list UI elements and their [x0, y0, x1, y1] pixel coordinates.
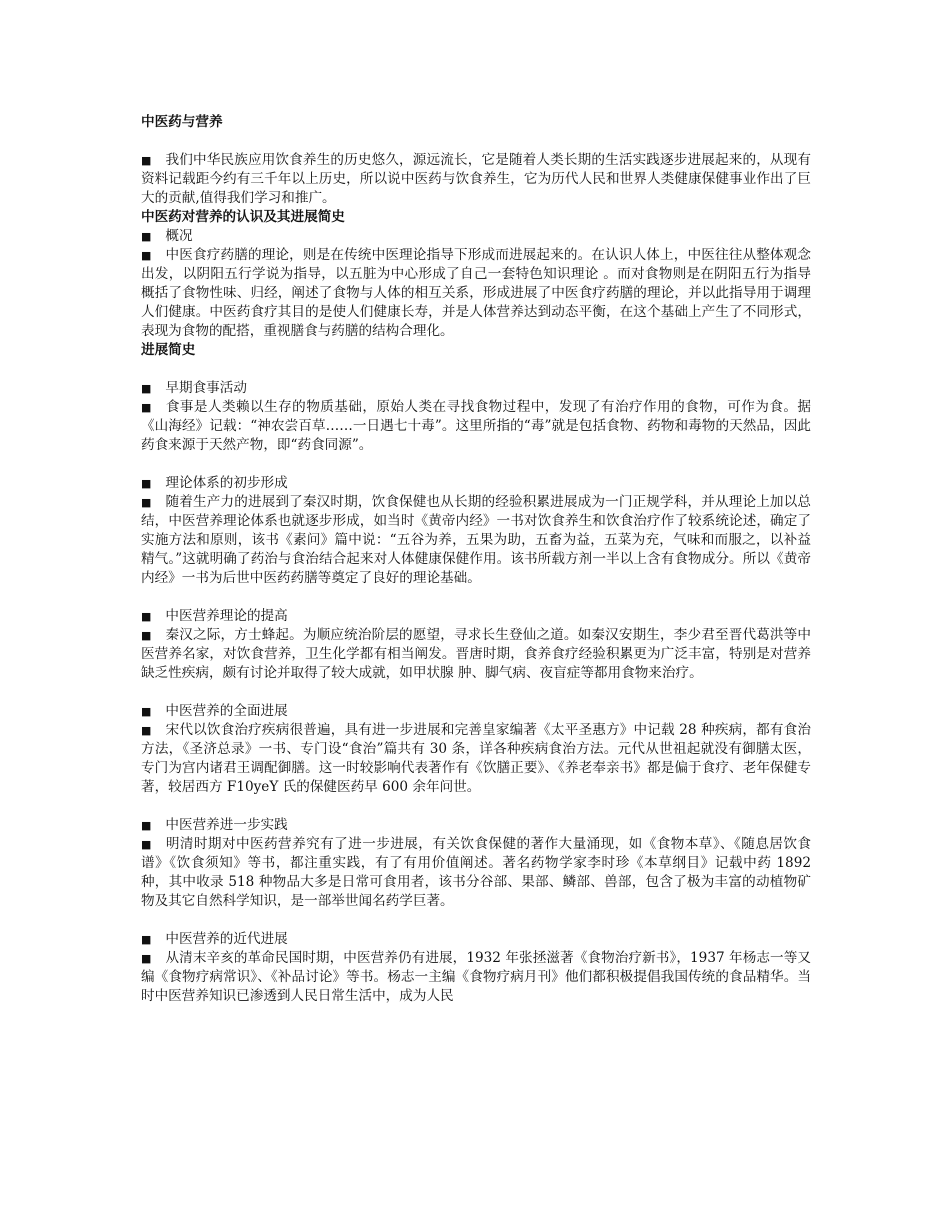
section-paragraph: ■ 明清时期对中医药营养究有了进一步进展，有关饮食保健的著作大量涌现，如《食物本草》、《随息居饮食谱》《饮食须知》等书，都注重实践，有了有用价值阐述。著名药物学家李时珍《本草纲目》记载中药 1892 种，其中收录 518 种物品大多是日常可食用者，该书分谷部、果部、鳞部、兽部，包含了极为丰富的动植物矿物及其它自然科学知识，是一部举世闻名药学巨著。	[141, 836, 811, 909]
section-paragraph: ■ 食事是人类赖以生存的物质基础，原始人类在寻找食物过程中，发现了有治疗作用的食物，可作为食。据《山海经》记载：“神农尝百草……一日遇七十毒”。这里所指的“毒”就是包括食物、药物和毒物的天然品，因此药食来源于天然产物，即“药食同源”。	[141, 399, 811, 453]
square-bullet-icon: ■	[141, 819, 152, 832]
document-body	[141, 113, 811, 1006]
section-label: ■ 理论体系的初步形成	[141, 475, 288, 491]
section-label: ■ 中医营养的全面进展	[141, 703, 288, 719]
square-bullet-icon: ■	[141, 230, 152, 243]
section-paragraph: ■ 从清末辛亥的革命民国时期，中医营养仍有进展，1932 年张拯滋著《食物治疗新书》，1937 年杨志一等又编《食物疗病常识》、《补品讨论》等书。杨志一主编《食物疗病月刊》他们都积极提倡我国传统的食品精华。当时中医营养知识已渗透到人民日常生活中，成为人民	[141, 950, 811, 1004]
section-heading-history: 中医药对营养的认识及其进展简史	[141, 209, 345, 225]
square-bullet-icon: ■	[141, 838, 152, 851]
spacer	[141, 797, 811, 816]
square-bullet-icon: ■	[141, 154, 152, 167]
square-bullet-icon: ■	[141, 382, 152, 395]
section-paragraph: ■ 随着生产力的进展到了秦汉时期，饮食保健也从长期的经验积累进展成为一门正规学科，并从理论上加以总结，中医营养理论体系也就逐步形成，如当时《黄帝内经》一书对饮食养生和饮食治疗作了较系统论述，确定了实施方法和原则，该书《素问》篇中说：“五谷为养，五果为助，五畜为益，五菜为充，气味和而服之，以补益精气。”这就明确了药治与食治结合起来对人体健康保健作用。该书所载方剂一半以上含有食物成分。所以《黄帝内经》一书为后世中医药药膳等奠定了良好的理论基础。	[141, 494, 811, 586]
square-bullet-icon: ■	[141, 724, 152, 737]
spacer	[141, 360, 811, 379]
square-bullet-icon: ■	[141, 477, 152, 490]
intro-paragraph: ■ 我们中华民族应用饮食养生的历史悠久，源远流长，它是随着人类长期的生活实践逐步进展起来的，从现有资料记载距今约有三千年以上历史，所以说中医药与饮食养生，它为历代人民和世界人类健康保健事业作出了巨大的贡献,值得我们学习和推广。	[141, 152, 811, 206]
document-title: 中医药与营养	[141, 114, 223, 130]
square-bullet-icon: ■	[141, 249, 152, 262]
spacer	[141, 683, 811, 702]
square-bullet-icon: ■	[141, 610, 152, 623]
square-bullet-icon: ■	[141, 629, 152, 642]
section-label: ■ 中医营养的近代进展	[141, 931, 288, 947]
section-paragraph: ■ 宋代以饮食治疗疾病很普遍，具有进一步进展和完善皇家编著《太平圣惠方》中记载 28 种疾病，都有食治方法，《圣济总录》一书、专门设“食治”篇共有 30 条，详各种疾病食治方法。元代从世祖起就没有御膳太医，专门为宫内诸君王调配御膳。这一时较影响代表著作有《饮膳正要》、《养老奉亲书》都是偏于食疗、老年保健专著，较居西方 F10yeY 氏的保健医药早 600 余年问世。	[141, 722, 811, 795]
spacer	[141, 132, 811, 151]
square-bullet-icon: ■	[141, 705, 152, 718]
square-bullet-icon: ■	[141, 933, 152, 946]
square-bullet-icon: ■	[141, 496, 152, 509]
spacer	[141, 911, 811, 930]
section-label: ■ 早期食事活动	[141, 380, 247, 396]
overview-paragraph: ■ 中医食疗药膳的理论，则是在传统中医理论指导下形成而进展起来的。在认识人体上，中医往往从整体观念出发，以阴阳五行学说为指导，以五脏为中心形成了自己一套特色知识理论 。而对食物则是在阴阳五行为指导概括了食物性味、归经，阐述了食物与人体的相互关系，形成进展了中医食疗药膳的理论，并以此指导用于调理人们健康。中医药食疗其目的是使人们健康长寿，并是人体营养达到动态平衡，在这个基础上产生了不同形式，表现为食物的配搭，重视膳食与药膳的结构合理化。	[141, 247, 811, 339]
section-heading-progress: 进展简史	[141, 342, 196, 358]
spacer	[141, 588, 811, 607]
square-bullet-icon: ■	[141, 401, 152, 414]
square-bullet-icon: ■	[141, 952, 152, 965]
section-paragraph: ■ 秦汉之际，方士蜂起。为顺应统治阶层的愿望，寻求长生登仙之道。如秦汉安期生，李少君至晋代葛洪等中医营养名家，对饮食营养，卫生化学都有相当阐发。晋唐时期，食养食疗经验积累更为广泛丰富，特别是对营养缺乏性疾病，颇有讨论并取得了较大成就，如甲状腺 肿、脚气病、夜盲症等都用食物来治疗。	[141, 627, 811, 681]
overview-label: ■ 概况	[141, 228, 193, 244]
section-label: ■ 中医营养理论的提高	[141, 608, 288, 624]
spacer	[141, 455, 811, 474]
section-label: ■ 中医营养进一步实践	[141, 817, 288, 833]
